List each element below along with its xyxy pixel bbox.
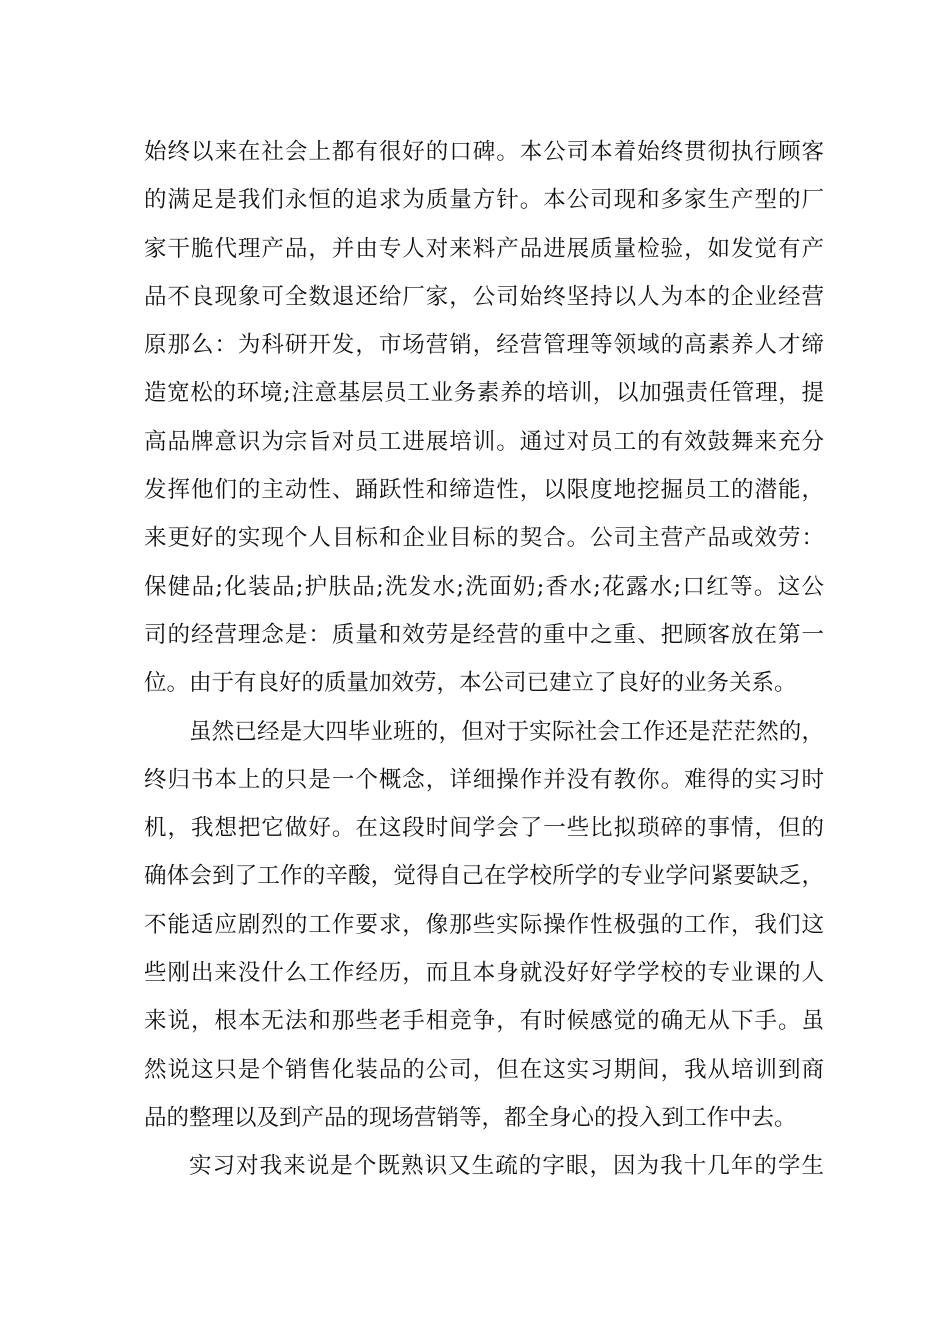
text-line: 实习对我来说是个既熟识又生疏的字眼，因为我十几年的学生 (189, 1153, 824, 1180)
text-line: 然说这只是个销售化装品的公司，但在这实习期间，我从培训到商 (144, 1056, 824, 1083)
text-line: 品不良现象可全数退还给厂家，公司始终坚持以人为本的企业经营 (144, 283, 824, 310)
body-text (144, 128, 824, 1191)
text-line: 家干脆代理产品，并由专人对来料产品进展质量检验，如发觉有产 (144, 235, 824, 262)
text-line: 来说，根本无法和那些老手相竞争，有时候感觉的确无从下手。虽 (144, 1008, 824, 1035)
text-line: 造宽松的环境;注意基层员工业务素养的培训，以加强责任管理，提 (144, 380, 824, 407)
paragraph-2 (144, 708, 824, 1143)
text-line: 高品牌意识为宗旨对员工进展培训。通过对员工的有效鼓舞来充分 (144, 428, 824, 455)
text-line: 的满足是我们永恒的追求为质量方针。本公司现和多家生产型的厂 (144, 187, 824, 214)
text-line: 始终以来在社会上都有很好的口碑。本公司本着始终贯彻执行顾客 (144, 139, 824, 165)
text-line: 发挥他们的主动性、踊跃性和缔造性，以限度地挖掘员工的潜能， (144, 477, 824, 504)
text-line: 来更好的实现个人目标和企业目标的契合。公司主营产品或效劳： (144, 525, 824, 552)
text-line: 位。由于有良好的质量加效劳，本公司已建立了良好的业务关系。 (144, 670, 797, 697)
text-line: 不能适应剧烈的工作要求，像那些实际操作性极强的工作，我们这 (144, 911, 824, 938)
text-line: 原那么：为科研开发，市场营销，经营管理等领域的高素养人才缔 (144, 332, 824, 359)
text-line: 品的整理以及到产品的现场营销等，都全身心的投入到工作中去。 (144, 1104, 797, 1131)
paragraph-1 (144, 128, 824, 708)
paragraph-3 (144, 1142, 824, 1190)
text-line: 虽然已经是大四毕业班的，但对于实际社会工作还是茫茫然的， (189, 718, 824, 745)
text-line: 确体会到了工作的辛酸，觉得自己在学校所学的专业学问紧要缺乏， (144, 863, 824, 890)
text-line: 保健品;化装品;护肤品;洗发水;洗面奶;香水;花露水;口红等。这公 (144, 573, 824, 600)
text-line: 机，我想把它做好。在这段时间学会了一些比拟琐碎的事情，但的 (144, 815, 824, 842)
text-line: 终归书本上的只是一个概念，详细操作并没有教你。难得的实习时 (144, 766, 824, 793)
text-line: 些刚出来没什么工作经历，而且本身就没好好学学校的专业课的人 (144, 960, 824, 987)
text-line: 司的经营理念是：质量和效劳是经营的重中之重、把顾客放在第一 (144, 621, 824, 648)
